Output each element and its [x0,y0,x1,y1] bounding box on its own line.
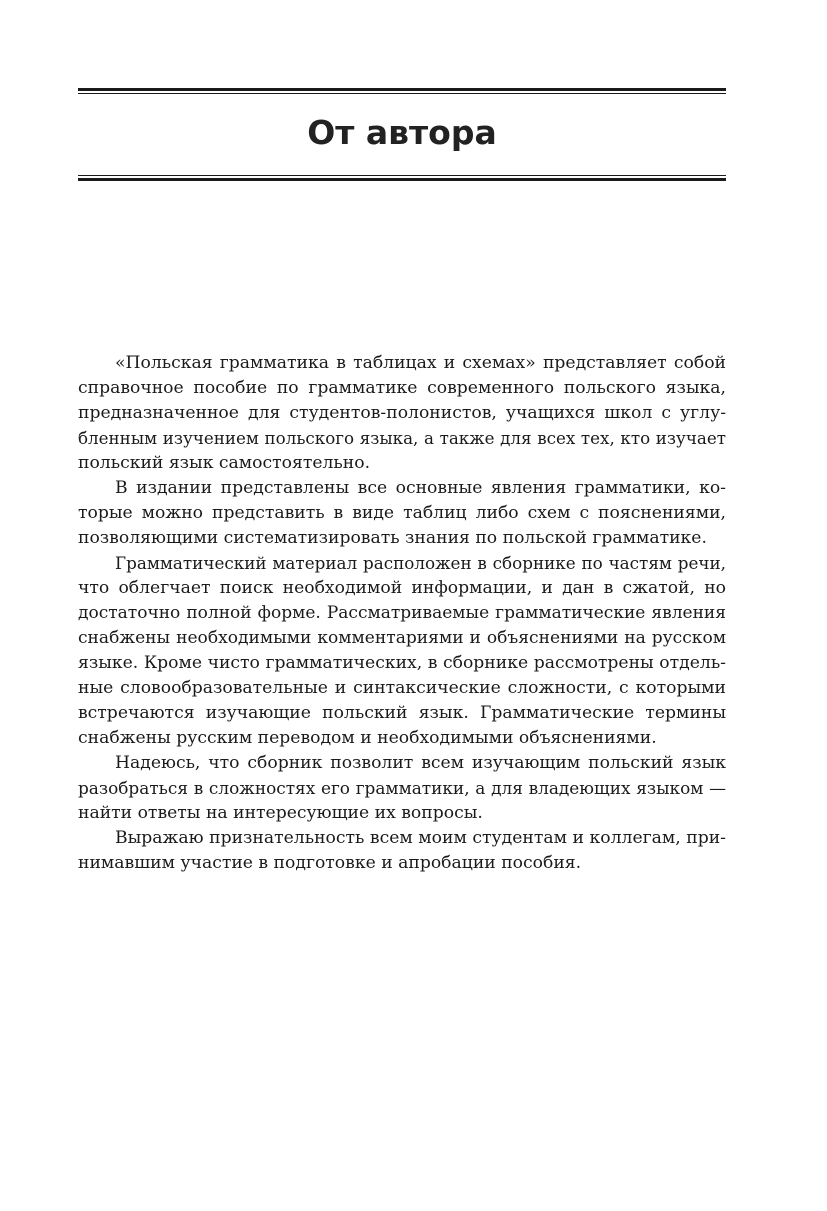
text-line: снабжены необходимыми комментариями и объяснениями на русском [78,628,726,648]
header-rule-bottom [78,175,726,181]
text-line: предназначенное для студентов-полонистов, учащихся школ с углу- [78,403,726,423]
text-line: польский язык самостоятельно. [78,453,371,473]
text-line: встречаются изучающие польский язык. Грамматические термины [78,703,726,723]
preface-body [78,351,726,876]
text-line: найти ответы на интересующие их вопросы. [78,803,483,823]
header-rule-top [78,88,726,94]
text-line: снабжены русским переводом и необходимыми объяснениями. [78,728,657,748]
text-line: Грамматический материал расположен в сборнике по частям речи, [115,553,726,573]
text-line: нимавшим участие в подготовке и апробации пособия. [78,853,582,873]
paragraph [78,551,726,751]
text-line: ные словообразовательные и синтаксические сложности, с которыми [78,678,726,698]
page-title: От автора [307,113,497,152]
text-line: «Польская грамматика в таблицах и схемах» представляет собой [115,353,726,373]
paragraph [78,476,726,551]
text-line: В издании представлены все основные явления грамматики, ко- [115,478,726,498]
text-line: бленным изучением польского языка, а также для всех тех, кто изучает [78,428,726,448]
paragraph [78,826,726,876]
text-line: позволяющими систематизировать знания по польской грамматике. [78,528,707,548]
text-line: разобраться в сложностях его грамматики, а для владеющих языком — [78,778,726,798]
paragraph [78,751,726,826]
text-line: что облегчает поиск необходимой информации, и дан в сжатой, но [78,578,726,598]
text-line: языке. Кроме чисто грамматических, в сборнике рассмотрены отдель- [78,653,726,673]
text-line: справочное пособие по грамматике современного польского языка, [78,378,726,398]
text-line: достаточно полной форме. Рассматриваемые грамматические явления [78,603,726,623]
paragraph [78,351,726,476]
text-line: Надеюсь, что сборник позволит всем изучающим польский язык [115,753,726,773]
text-line: Выражаю признательность всем моим студентам и коллегам, при- [115,828,726,848]
text-line: торые можно представить в виде таблиц либо схем с пояснениями, [78,503,726,523]
